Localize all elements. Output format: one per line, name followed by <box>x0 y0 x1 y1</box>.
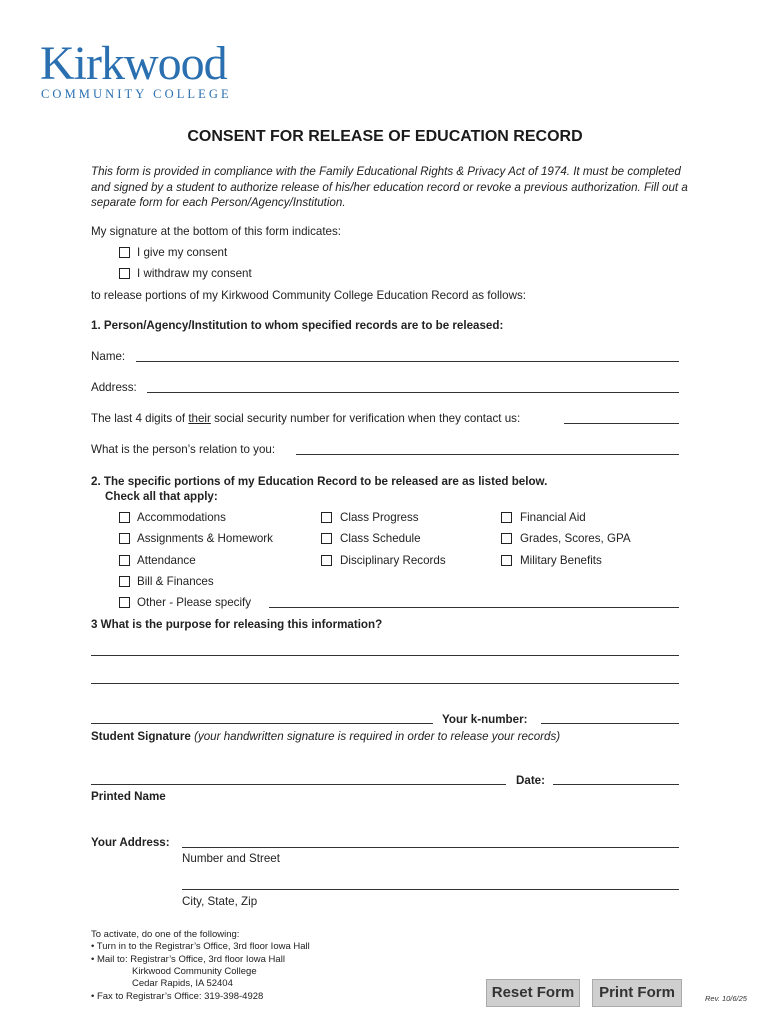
class-schedule-label: Class Schedule <box>340 532 421 545</box>
attendance-checkbox[interactable] <box>119 555 130 566</box>
military-benefits-label: Military Benefits <box>520 554 602 567</box>
disciplinary-records-label: Disciplinary Records <box>340 554 446 567</box>
name-field[interactable] <box>136 361 679 362</box>
grades-checkbox[interactable] <box>501 533 512 544</box>
accommodations-label: Accommodations <box>137 511 226 524</box>
withdraw-consent-label: I withdraw my consent <box>137 267 252 280</box>
print-form-button[interactable]: Print Form <box>592 979 682 1007</box>
instructions-intro: To activate, do one of the following: <box>91 929 240 940</box>
class-progress-checkbox[interactable] <box>321 512 332 523</box>
street-label: Number and Street <box>182 852 280 865</box>
assignments-checkbox[interactable] <box>119 533 130 544</box>
signature-indicates-text: My signature at the bottom of this form indicates: <box>91 225 342 238</box>
address-label: Address: <box>91 381 137 394</box>
section3-heading: 3 What is the purpose for releasing this information? <box>91 618 383 631</box>
kirkwood-logo: Kirkwood <box>40 37 227 90</box>
date-label: Date: <box>516 774 545 787</box>
city-state-zip-field[interactable] <box>182 889 679 890</box>
purpose-line-1[interactable] <box>91 655 679 656</box>
attendance-label: Attendance <box>137 554 196 567</box>
class-progress-label: Class Progress <box>340 511 419 524</box>
instructions-mail-city: Cedar Rapids, IA 52404 <box>132 978 233 989</box>
disciplinary-records-checkbox[interactable] <box>321 555 332 566</box>
intro-text: This form is provided in compliance with the Family Educational Rights & Privacy Act of 1974. It must be completed and signed by a student to authorize release of his/her education record or revoke a previous authorization. Fill out a separate form for each Person/Agency/Institution. <box>91 165 688 209</box>
other-checkbox[interactable] <box>119 597 130 608</box>
instructions-mail: • Mail to: Registrar’s Office, 3rd floor Iowa Hall <box>91 954 285 965</box>
knumber-label: Your k-number: <box>442 713 528 726</box>
street-field[interactable] <box>182 847 679 848</box>
withdraw-consent-checkbox[interactable] <box>119 268 130 279</box>
revision-date: Rev. 10/6/25 <box>705 994 747 1003</box>
section1-heading: 1. Person/Agency/Institution to whom specified records are to be released: <box>91 319 504 332</box>
address-field[interactable] <box>147 392 679 393</box>
instructions-mail-college: Kirkwood Community College <box>132 966 257 977</box>
instructions-turn-in: • Turn in to the Registrar’s Office, 3rd floor Iowa Hall <box>91 941 310 952</box>
date-field[interactable] <box>553 784 679 785</box>
class-schedule-checkbox[interactable] <box>321 533 332 544</box>
grades-label: Grades, Scores, GPA <box>520 532 631 545</box>
ssn-field[interactable] <box>564 423 679 424</box>
printed-name-label: Printed Name <box>91 790 166 803</box>
release-statement: to release portions of my Kirkwood Community College Education Record as follows: <box>91 289 526 302</box>
relation-field[interactable] <box>296 454 679 455</box>
accommodations-checkbox[interactable] <box>119 512 130 523</box>
city-state-zip-label: City, State, Zip <box>182 895 258 908</box>
name-label: Name: <box>91 350 126 363</box>
relation-label: What is the person’s relation to you: <box>91 443 276 456</box>
military-benefits-checkbox[interactable] <box>501 555 512 566</box>
give-consent-label: I give my consent <box>137 246 228 259</box>
other-label: Other - Please specify <box>137 596 252 609</box>
reset-form-button[interactable]: Reset Form <box>486 979 580 1007</box>
student-signature-field[interactable] <box>91 723 433 724</box>
other-specify-field[interactable] <box>269 607 679 608</box>
ssn-label: The last 4 digits of their social security number for verification when they contact us: <box>91 412 521 425</box>
printed-name-field[interactable] <box>91 784 506 785</box>
section2-subheading: Check all that apply: <box>105 490 218 503</box>
assignments-label: Assignments & Homework <box>137 532 273 545</box>
instructions-fax: • Fax to Registrar’s Office: 319-398-4928 <box>91 991 264 1002</box>
purpose-line-2[interactable] <box>91 683 679 684</box>
financial-aid-label: Financial Aid <box>520 511 586 524</box>
student-signature-label: Student Signature (your handwritten signature is required in order to release your records) <box>91 730 561 743</box>
knumber-field[interactable] <box>541 723 679 724</box>
your-address-label: Your Address: <box>91 836 170 849</box>
bill-finances-label: Bill & Finances <box>137 575 214 588</box>
section2-heading: 2. The specific portions of my Education Record to be released are as listed below. <box>91 475 548 488</box>
logo-tagline: COMMUNITY COLLEGE <box>41 87 232 101</box>
bill-finances-checkbox[interactable] <box>119 576 130 587</box>
give-consent-checkbox[interactable] <box>119 247 130 258</box>
form-title: CONSENT FOR RELEASE OF EDUCATION RECORD <box>187 128 583 145</box>
financial-aid-checkbox[interactable] <box>501 512 512 523</box>
